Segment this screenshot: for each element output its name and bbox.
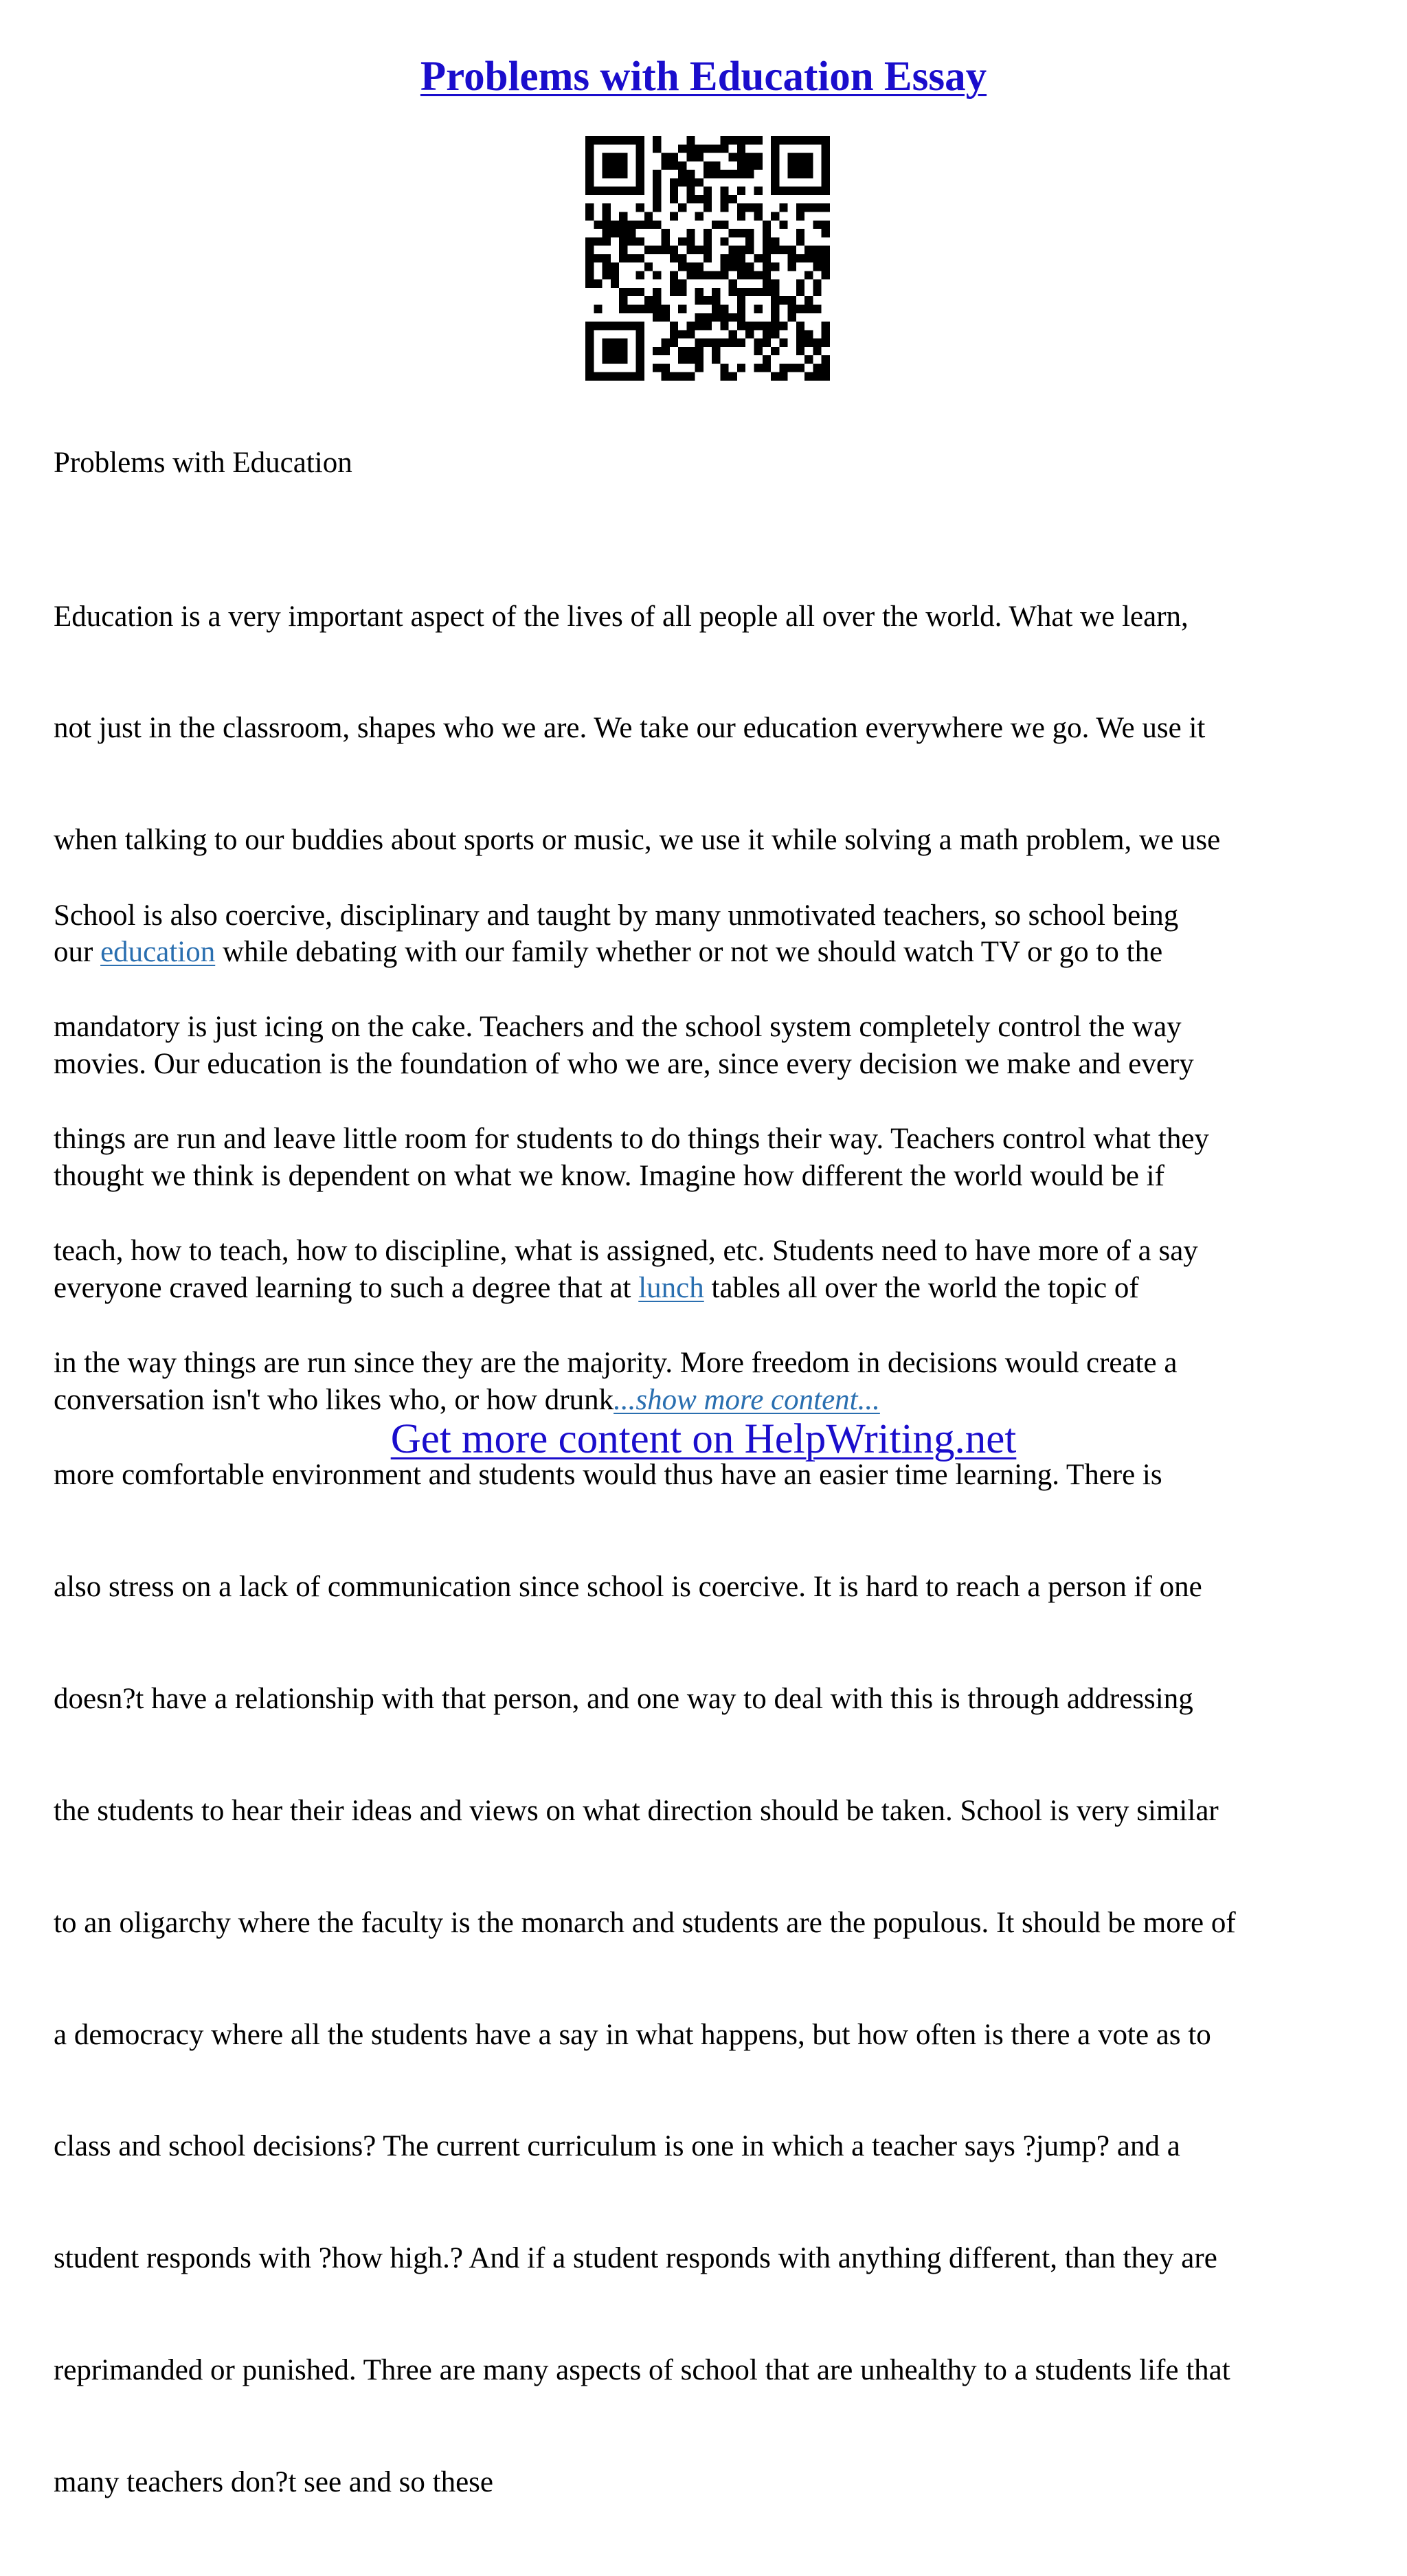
qr-code-icon [585,136,830,381]
paragraph-line: the students to hear their ideas and views on what direction should be taken. School is very similar [54,1794,1219,1827]
paragraph-line: doesn?t have a relationship with that person, and one way to deal with this is through addressing [54,1682,1193,1715]
paragraph-line: many teachers don?t see and so these [54,2466,493,2499]
document-title-link[interactable]: Problems with Education Essay [420,54,987,100]
paragraph-line: student responds with ?how high.? And if a student responds with anything different, than they are [54,2242,1217,2275]
paragraph-line: in the way things are run since they are the majority. More freedom in decisions would create a [54,1347,1178,1380]
paragraph-line: School is also coercive, disciplinary and taught by many unmotivated teachers, so school being [54,899,1179,932]
paragraph-line: reprimanded or punished. Three are many aspects of school that are unhealthy to a students life that [54,2354,1230,2387]
show-more-link[interactable]: ...show more content... [614,1383,880,1416]
paragraph-line: not just in the classroom, shapes who we are. We take our education everywhere we go. We use it [54,712,1206,745]
section-heading: Problems with Education [54,447,352,479]
paragraph-line: movies. Our education is the foundation of who we are, since every decision we make and every [54,1048,1194,1081]
paragraph-line: to an oligarchy where the faculty is the monarch and students are the populous. It should be more of [54,1906,1236,1939]
lunch-link[interactable]: lunch [638,1271,704,1304]
line-text: our [54,936,101,969]
paragraph-line: also stress on a lack of communication since school is coercive. It is hard to reach a person if one [54,1570,1202,1603]
paragraph-line: things are run and leave little room for students to do things their way. Teachers control what they [54,1123,1209,1156]
helpwriting-link[interactable]: Get more content on HelpWriting.net [390,1416,1017,1462]
line-text: while debating with our family whether or not we should watch TV or go to the [215,936,1163,969]
paragraph-line: a democracy where all the students have a say in what happens, but how often is there a vote as to [54,2018,1211,2051]
paragraph-line: Education is a very important aspect of the lives of all people all over the world. What we learn, [54,600,1189,633]
line-text: everyone craved learning to such a degree that at [54,1271,639,1304]
line-text: tables all over the world the topic of [704,1271,1139,1304]
line-text: conversation isn't who likes who, or how drunk [54,1383,614,1416]
paragraph-line: when talking to our buddies about sports or music, we use it while solving a math problem, we use [54,824,1221,857]
paragraph-2 [54,822,1353,2576]
education-link[interactable]: education [100,936,216,969]
paragraph-line: thought we think is dependent on what we know. Imagine how different the world would be if [54,1160,1164,1193]
paragraph-line: teach, how to teach, how to discipline, what is assigned, etc. Students need to have more of a say [54,1235,1198,1268]
paragraph-line: class and school decisions? The current curriculum is one in which a teacher says ?jump? and a [54,2130,1180,2163]
paragraph-line: mandatory is just icing on the cake. Teachers and the school system completely control the way [54,1011,1182,1044]
paragraph-line: more comfortable environment and students would thus have an easier time learning. There is [54,1459,1162,1492]
